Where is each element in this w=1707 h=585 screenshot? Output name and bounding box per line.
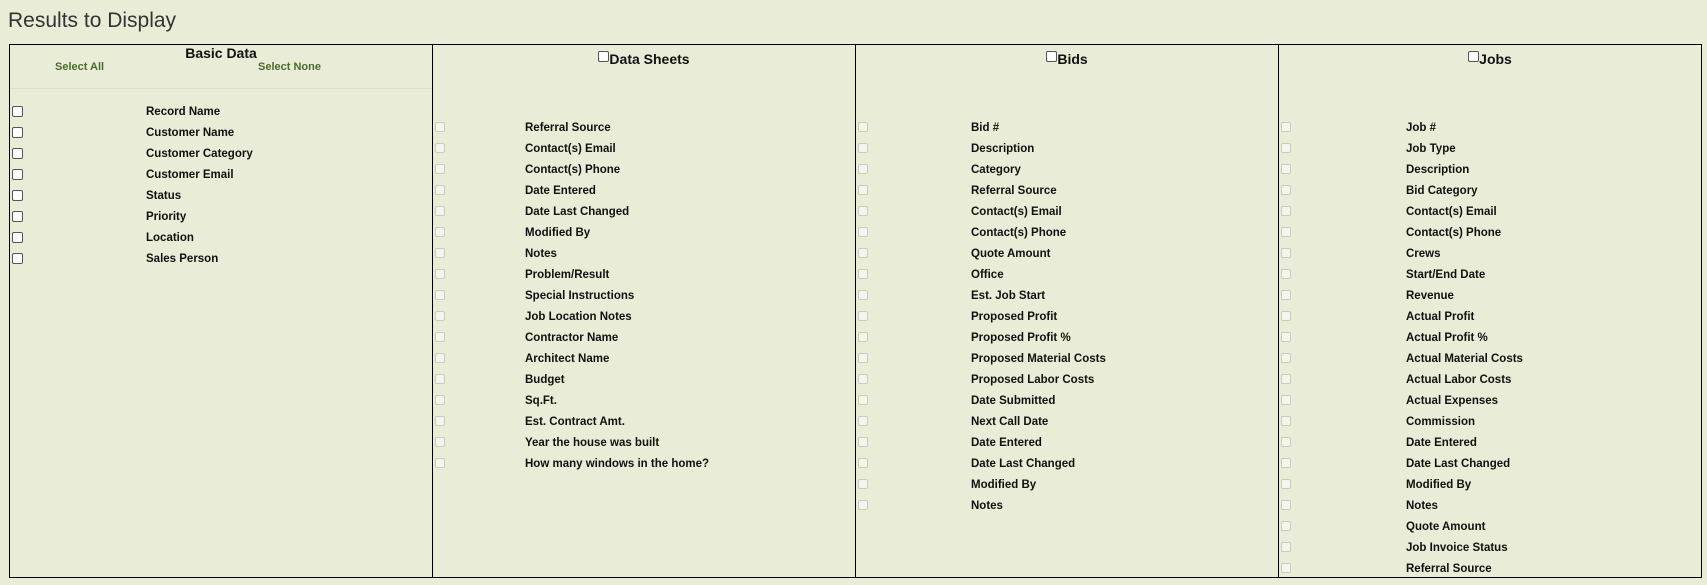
bids-item-checkbox[interactable] [858, 332, 868, 342]
bids-item-checkbox[interactable] [858, 395, 868, 405]
basic-item-label: Customer Name [146, 127, 235, 139]
jobs-item-checkbox[interactable] [1281, 395, 1291, 405]
data-sheets-item-row [433, 353, 855, 373]
data-sheets-toggle-checkbox[interactable] [598, 51, 609, 62]
jobs-item-checkbox[interactable] [1281, 353, 1291, 363]
bids-item-row [856, 227, 1278, 247]
jobs-item-row [1279, 353, 1701, 373]
data-sheets-item-label: Referral Source [525, 122, 611, 134]
jobs-item-row [1279, 479, 1701, 499]
bids-item-checkbox[interactable] [858, 374, 868, 384]
data-sheets-item-label: Contact(s) Email [525, 143, 616, 155]
basic-item-checkbox[interactable] [12, 232, 23, 243]
jobs-item-checkbox[interactable] [1281, 563, 1291, 573]
jobs-item-label: Actual Profit % [1406, 332, 1488, 344]
data-sheets-item-label: Date Entered [525, 185, 596, 197]
data-sheets-item-row [433, 227, 855, 247]
jobs-item-label: Bid Category [1406, 185, 1478, 197]
data-sheets-item-checkbox[interactable] [435, 311, 445, 321]
jobs-item-row [1279, 164, 1701, 184]
data-sheets-item-label: Year the house was built [525, 437, 660, 449]
bids-item-row [856, 332, 1278, 352]
jobs-item-label: Referral Source [1406, 563, 1492, 575]
data-sheets-item-label: Contact(s) Phone [525, 164, 621, 176]
bids-item-label: Contact(s) Email [971, 206, 1062, 218]
data-sheets-item-label: How many windows in the home? [525, 458, 710, 470]
data-sheets-item-row [433, 416, 855, 436]
data-sheets-item-checkbox[interactable] [435, 227, 445, 237]
data-sheets-item-row [433, 458, 855, 478]
jobs-item-row [1279, 122, 1701, 142]
basic-item-row [10, 169, 432, 189]
bids-item-label: Modified By [971, 479, 1037, 491]
data-sheets-item-label: Sq.Ft. [525, 395, 557, 407]
jobs-item-checkbox[interactable] [1281, 143, 1291, 153]
data-sheets-item-row [433, 248, 855, 268]
bids-item-label: Bid # [971, 122, 1000, 134]
bids-item-checkbox[interactable] [858, 143, 868, 153]
basic-item-row [10, 148, 432, 168]
bids-item-label: Referral Source [971, 185, 1057, 197]
jobs-item-checkbox[interactable] [1281, 206, 1291, 216]
data-sheets-item-checkbox[interactable] [435, 395, 445, 405]
select-none-link[interactable]: Select None [258, 61, 321, 73]
bids-item-row [856, 206, 1278, 226]
bids-item-label: Category [971, 164, 1021, 176]
jobs-item-row [1279, 563, 1701, 583]
jobs-item-label: Date Last Changed [1406, 458, 1511, 470]
basic-item-checkbox[interactable] [12, 106, 23, 117]
jobs-item-checkbox[interactable] [1281, 227, 1291, 237]
bids-item-checkbox[interactable] [858, 185, 868, 195]
jobs-item-row [1279, 290, 1701, 310]
data-sheets-item-checkbox[interactable] [435, 269, 445, 279]
basic-item-checkbox[interactable] [12, 169, 23, 180]
data-sheets-item-checkbox[interactable] [435, 458, 445, 468]
jobs-item-row [1279, 458, 1701, 478]
jobs-item-label: Job # [1406, 122, 1437, 134]
basic-item-label: Customer Category [146, 148, 253, 160]
basic-item-label: Status [146, 190, 182, 202]
jobs-item-checkbox[interactable] [1281, 437, 1291, 447]
data-sheets-item-row [433, 143, 855, 163]
header-divider [10, 88, 432, 89]
bids-column [856, 45, 1279, 577]
data-sheets-item-label: Budget [525, 374, 565, 386]
jobs-item-checkbox[interactable] [1281, 374, 1291, 384]
jobs-item-label: Revenue [1406, 290, 1454, 302]
data-sheets-item-checkbox[interactable] [435, 185, 445, 195]
bids-item-checkbox[interactable] [858, 164, 868, 174]
basic-item-row [10, 106, 432, 126]
data-sheets-item-label: Special Instructions [525, 290, 635, 302]
data-sheets-item-checkbox[interactable] [435, 290, 445, 300]
data-sheets-item-label: Date Last Changed [525, 206, 630, 218]
jobs-item-label: Description [1406, 164, 1470, 176]
jobs-toggle-checkbox[interactable] [1468, 51, 1479, 62]
jobs-item-label: Quote Amount [1406, 521, 1486, 533]
bids-item-checkbox[interactable] [858, 206, 868, 216]
jobs-item-label: Commission [1406, 416, 1476, 428]
basic-item-row [10, 211, 432, 231]
jobs-item-checkbox[interactable] [1281, 332, 1291, 342]
bids-item-checkbox[interactable] [858, 437, 868, 447]
jobs-item-checkbox[interactable] [1281, 458, 1291, 468]
data-sheets-item-row [433, 437, 855, 457]
jobs-item-row [1279, 395, 1701, 415]
basic-item-row [10, 127, 432, 147]
basic-data-header [10, 45, 432, 61]
jobs-item-label: Actual Profit [1406, 311, 1475, 323]
bids-item-label: Contact(s) Phone [971, 227, 1067, 239]
jobs-item-row [1279, 269, 1701, 289]
jobs-item-checkbox[interactable] [1281, 164, 1291, 174]
basic-item-label: Customer Email [146, 169, 234, 181]
basic-item-checkbox[interactable] [12, 190, 23, 201]
select-all-link[interactable]: Select All [55, 61, 105, 73]
data-sheets-item-checkbox[interactable] [435, 248, 445, 258]
bids-title: Bids [1057, 51, 1088, 67]
basic-item-checkbox[interactable] [12, 253, 23, 264]
bids-item-checkbox[interactable] [858, 458, 868, 468]
basic-item-row [10, 253, 432, 273]
bids-item-checkbox[interactable] [858, 479, 868, 489]
jobs-item-label: Actual Expenses [1406, 395, 1499, 407]
jobs-item-label: Crews [1406, 248, 1441, 260]
data-sheets-item-label: Contractor Name [525, 332, 619, 344]
bids-item-checkbox[interactable] [858, 500, 868, 510]
data-sheets-header [433, 51, 855, 67]
jobs-item-label: Notes [1406, 500, 1438, 512]
results-grid [9, 44, 1702, 578]
bids-item-checkbox[interactable] [858, 290, 868, 300]
basic-item-label: Sales Person [146, 253, 219, 265]
basic-item-label: Location [146, 232, 194, 244]
data-sheets-item-row [433, 374, 855, 394]
bids-item-checkbox[interactable] [858, 269, 868, 279]
jobs-column [1279, 45, 1701, 577]
bids-item-label: Notes [971, 500, 1003, 512]
bids-item-row [856, 269, 1278, 289]
data-sheets-item-checkbox[interactable] [435, 437, 445, 447]
data-sheets-item-row [433, 290, 855, 310]
jobs-item-row [1279, 542, 1701, 562]
data-sheets-item-checkbox[interactable] [435, 416, 445, 426]
data-sheets-item-checkbox[interactable] [435, 374, 445, 384]
bids-item-label: Proposed Material Costs [971, 353, 1106, 365]
bids-item-row [856, 164, 1278, 184]
basic-item-row [10, 232, 432, 252]
jobs-item-label: Job Invoice Status [1406, 542, 1508, 554]
jobs-item-label: Modified By [1406, 479, 1472, 491]
jobs-item-label: Start/End Date [1406, 269, 1486, 281]
jobs-item-row [1279, 185, 1701, 205]
bids-item-label: Proposed Profit % [971, 332, 1071, 344]
bids-item-row [856, 122, 1278, 142]
bids-item-label: Date Submitted [971, 395, 1056, 407]
jobs-item-row [1279, 521, 1701, 541]
data-sheets-item-row [433, 164, 855, 184]
bids-item-row [856, 185, 1278, 205]
data-sheets-item-row [433, 311, 855, 331]
bids-item-checkbox[interactable] [858, 227, 868, 237]
bids-toggle-checkbox[interactable] [1046, 51, 1057, 62]
data-sheets-item-checkbox[interactable] [435, 143, 445, 153]
data-sheets-item-label: Modified By [525, 227, 591, 239]
bids-item-row [856, 353, 1278, 373]
data-sheets-item-checkbox[interactable] [435, 206, 445, 216]
jobs-item-row [1279, 437, 1701, 457]
jobs-title: Jobs [1479, 51, 1512, 67]
basic-item-checkbox[interactable] [12, 127, 23, 138]
data-sheets-item-checkbox[interactable] [435, 332, 445, 342]
data-sheets-title: Data Sheets [609, 51, 690, 67]
data-sheets-item-checkbox[interactable] [435, 164, 445, 174]
jobs-item-checkbox[interactable] [1281, 185, 1291, 195]
bids-item-row [856, 374, 1278, 394]
bids-item-row [856, 290, 1278, 310]
bids-item-checkbox[interactable] [858, 416, 868, 426]
jobs-item-label: Date Entered [1406, 437, 1477, 449]
bids-item-row [856, 143, 1278, 163]
jobs-item-row [1279, 206, 1701, 226]
bids-item-row [856, 395, 1278, 415]
data-sheets-item-label: Problem/Result [525, 269, 610, 281]
jobs-item-checkbox[interactable] [1281, 521, 1291, 531]
data-sheets-item-checkbox[interactable] [435, 122, 445, 132]
jobs-item-row [1279, 500, 1701, 520]
basic-item-checkbox[interactable] [12, 148, 23, 159]
data-sheets-item-label: Est. Contract Amt. [525, 416, 625, 428]
bids-item-label: Description [971, 143, 1035, 155]
bids-item-label: Next Call Date [971, 416, 1049, 428]
bids-item-label: Proposed Profit [971, 311, 1058, 323]
jobs-item-row [1279, 416, 1701, 436]
jobs-header [1279, 51, 1701, 67]
bids-item-label: Est. Job Start [971, 290, 1046, 302]
bids-item-label: Date Last Changed [971, 458, 1076, 470]
data-sheets-item-row [433, 395, 855, 415]
jobs-item-label: Contact(s) Email [1406, 206, 1497, 218]
data-sheets-item-label: Architect Name [525, 353, 610, 365]
jobs-item-row [1279, 248, 1701, 268]
jobs-item-label: Actual Material Costs [1406, 353, 1523, 365]
jobs-item-label: Actual Labor Costs [1406, 374, 1512, 386]
jobs-item-checkbox[interactable] [1281, 500, 1291, 510]
bids-item-row [856, 500, 1278, 520]
basic-item-checkbox[interactable] [12, 211, 23, 222]
data-sheets-item-row [433, 269, 855, 289]
jobs-item-label: Contact(s) Phone [1406, 227, 1502, 239]
bids-item-label: Quote Amount [971, 248, 1051, 260]
jobs-item-checkbox[interactable] [1281, 248, 1291, 258]
bids-item-label: Proposed Labor Costs [971, 374, 1095, 386]
data-sheets-column [433, 45, 856, 577]
bids-item-checkbox[interactable] [858, 248, 868, 258]
basic-item-row [10, 190, 432, 210]
jobs-item-row [1279, 227, 1701, 247]
jobs-item-row [1279, 311, 1701, 331]
basic-item-label: Record Name [146, 106, 221, 118]
bids-item-label: Date Entered [971, 437, 1042, 449]
jobs-item-checkbox[interactable] [1281, 416, 1291, 426]
data-sheets-item-row [433, 206, 855, 226]
jobs-item-row [1279, 332, 1701, 352]
data-sheets-item-checkbox[interactable] [435, 353, 445, 363]
data-sheets-item-row [433, 185, 855, 205]
bids-item-row [856, 458, 1278, 478]
jobs-item-checkbox[interactable] [1281, 290, 1291, 300]
jobs-item-checkbox[interactable] [1281, 542, 1291, 552]
jobs-item-checkbox[interactable] [1281, 269, 1291, 279]
bids-header [856, 51, 1278, 67]
basic-data-title: Basic Data [185, 45, 257, 61]
jobs-item-row [1279, 374, 1701, 394]
bids-item-checkbox[interactable] [858, 353, 868, 363]
bids-item-checkbox[interactable] [858, 311, 868, 321]
basic-item-label: Priority [146, 211, 187, 223]
jobs-item-row [1279, 143, 1701, 163]
jobs-item-checkbox[interactable] [1281, 122, 1291, 132]
page-title: Results to Display [8, 9, 177, 32]
data-sheets-item-row [433, 122, 855, 142]
jobs-item-label: Job Type [1406, 143, 1456, 155]
jobs-item-checkbox[interactable] [1281, 479, 1291, 489]
bids-item-row [856, 479, 1278, 499]
bids-item-row [856, 437, 1278, 457]
data-sheets-item-label: Job Location Notes [525, 311, 632, 323]
bids-item-label: Office [971, 269, 1004, 281]
data-sheets-item-label: Notes [525, 248, 557, 260]
bids-item-checkbox[interactable] [858, 122, 868, 132]
basic-data-column [10, 45, 433, 577]
bids-item-row [856, 311, 1278, 331]
jobs-item-checkbox[interactable] [1281, 311, 1291, 321]
bids-item-row [856, 416, 1278, 436]
data-sheets-item-row [433, 332, 855, 352]
bids-item-row [856, 248, 1278, 268]
